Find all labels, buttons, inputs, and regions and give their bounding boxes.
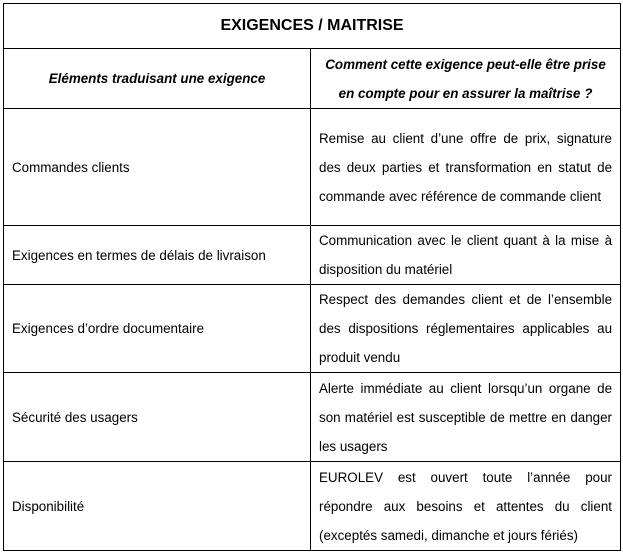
table-row bbox=[4, 462, 621, 551]
table-row bbox=[4, 285, 621, 373]
column-header-maitrise: Comment cette exigence peut-elle être prise en compte pour en assurer la maîtrise ? bbox=[311, 49, 621, 109]
maitrise-cell: Alerte immédiate au client lorsqu’un organe de son matériel est susceptible de mettre en danger les usagers bbox=[311, 373, 621, 462]
table-title: EXIGENCES / MAITRISE bbox=[4, 4, 621, 49]
element-cell: Disponibilité bbox=[4, 462, 311, 551]
table-row bbox=[4, 373, 621, 462]
element-cell: Exigences d’ordre documentaire bbox=[4, 285, 311, 373]
requirements-table bbox=[3, 3, 621, 551]
table-row bbox=[4, 109, 621, 226]
element-cell: Exigences en termes de délais de livraison bbox=[4, 226, 311, 285]
element-cell: Commandes clients bbox=[4, 109, 311, 226]
element-cell: Sécurité des usagers bbox=[4, 373, 311, 462]
column-header-elements: Eléments traduisant une exigence bbox=[4, 49, 311, 109]
maitrise-cell: Respect des demandes client et de l’ensemble des dispositions réglementaires applicables au produit vendu bbox=[311, 285, 621, 373]
maitrise-cell: Remise au client d’une offre de prix, signature des deux parties et transformation en statut de commande avec référence de commande client bbox=[311, 109, 621, 226]
title-row bbox=[4, 4, 621, 49]
header-row bbox=[4, 49, 621, 109]
maitrise-cell: EUROLEV est ouvert toute l’année pour répondre aux besoins et attentes du client (exceptés samedi, dimanche et jours fériés) bbox=[311, 462, 621, 551]
table-row bbox=[4, 226, 621, 285]
maitrise-cell: Communication avec le client quant à la mise à disposition du matériel bbox=[311, 226, 621, 285]
